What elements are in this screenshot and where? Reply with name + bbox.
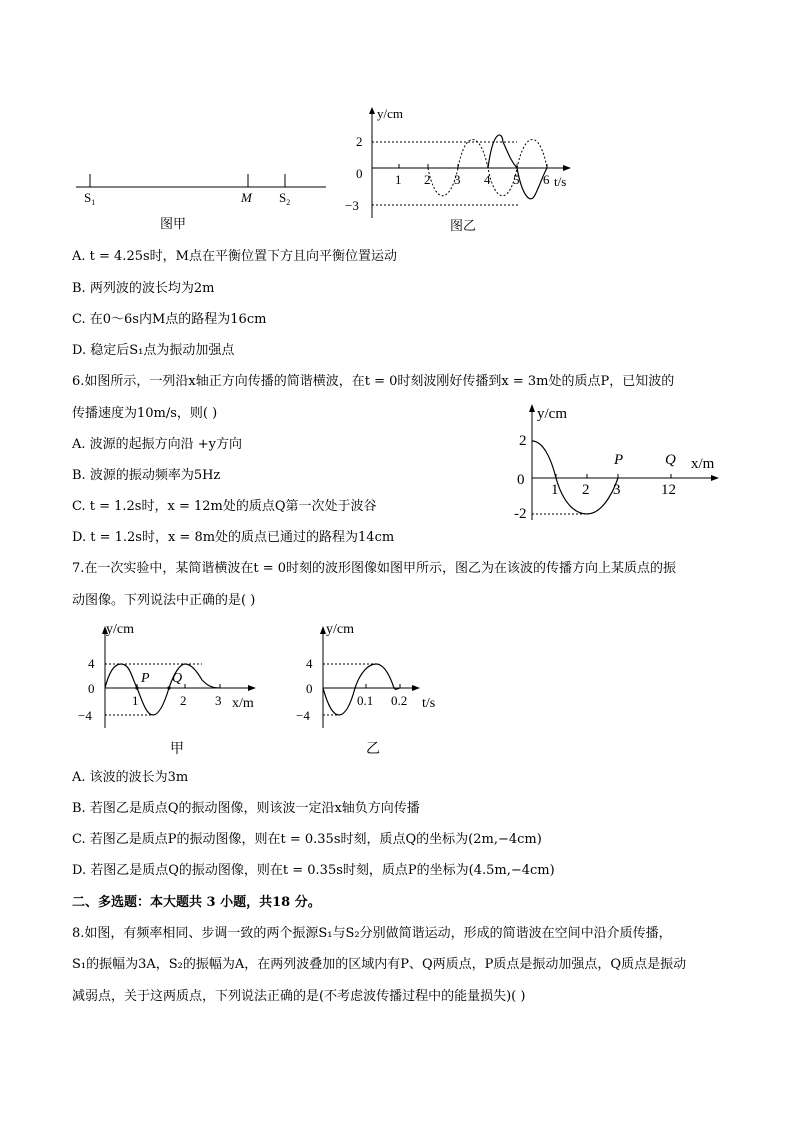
q6-stem-line1: 6.如图所示，一列沿x轴正方向传播的简谐横波，在t = 0时刻波刚好传播到x = 3m处的质点P，已知波的 <box>72 374 675 389</box>
x-axis-label: x/m <box>691 456 715 472</box>
tick-x-0.1: 0.1 <box>357 693 374 708</box>
tick-x-3: 3 <box>215 693 222 708</box>
figure-jia <box>70 160 340 235</box>
tick-y-minus4: −4 <box>296 708 310 723</box>
x-axis-arrow <box>248 685 256 691</box>
tick-y-minus3: −3 <box>345 198 359 213</box>
tick-y-4: 4 <box>306 656 313 671</box>
y-axis-label: y/cm <box>326 622 354 637</box>
tick-x-2: 2 <box>424 172 431 187</box>
q6-option-a: A. 波源的起振方向沿 +y方向 <box>72 437 243 452</box>
tick-y-0: 0 <box>517 472 525 488</box>
point-p-label: P <box>614 452 624 468</box>
wave-curve <box>105 664 220 715</box>
tick-x-2: 2 <box>180 693 187 708</box>
tick-x-1: 1 <box>551 482 559 498</box>
tick-x-6: 6 <box>543 172 550 187</box>
q5-option-a: A. t = 4.25s时，M点在平衡位置下方且向平衡位置运动 <box>72 249 397 264</box>
q5-option-c: C. 在0～6s内M点的路程为16cm <box>72 312 267 327</box>
y-axis-label: y/cm <box>377 106 403 121</box>
q7-option-c: C. 若图乙是质点P的振动图像，则在t = 0.35s时刻，质点Q的坐标为(2m,−4cm) <box>72 832 542 847</box>
m-label: M <box>241 190 252 205</box>
caption-jia: 甲 <box>170 742 184 757</box>
q7-option-a: A. 该波的波长为3m <box>72 770 189 785</box>
q7-graph-jia <box>80 618 280 758</box>
tick-x-3: 3 <box>613 482 621 498</box>
tick-x-3: 3 <box>454 172 461 187</box>
point-p-dot <box>135 686 138 689</box>
caption-yi: 图乙 <box>450 218 477 233</box>
tick-y-2: 2 <box>356 134 363 149</box>
q8-stem-line2: S₁的振幅为3A，S₂的振幅为A，在两列波叠加的区域内有P、Q两质点，P质点是振动加强点，Q质点是振动 <box>72 957 687 972</box>
q6-option-c: C. t = 1.2s时，x = 12m处的质点Q第一次处于波谷 <box>72 499 377 514</box>
tick-x-1: 1 <box>395 172 402 187</box>
y-axis-arrow <box>529 404 535 412</box>
q8-stem-line1: 8.如图，有频率相同、步调一致的两个振源S₁与S₂分别做简谐运动，形成的简谐波在空间中沿介质传播， <box>72 926 672 941</box>
q5-option-b: B. 两列波的波长均为2m <box>72 281 215 296</box>
tick-x-12: 12 <box>661 482 676 498</box>
point-p-label: P <box>141 671 150 686</box>
x-ticks <box>556 474 671 478</box>
q7-option-d: D. 若图乙是质点Q的振动图像，则在t = 0.35s时刻，质点P的坐标为(4.5m,−4cm) <box>72 863 555 878</box>
tick-x-4: 4 <box>484 172 491 187</box>
point-q-dot <box>167 686 170 689</box>
x-axis-arrow <box>563 165 571 171</box>
q6-option-b: B. 波源的振动频率为5Hz <box>72 468 221 483</box>
q6-option-d: D. t = 1.2s时，x = 8m处的质点已通过的路程为14cm <box>72 530 395 545</box>
point-q-label: Q <box>172 671 183 686</box>
tick-x-2: 2 <box>582 482 590 498</box>
x-axis-arrow <box>412 685 420 691</box>
tick-y-minus2: -2 <box>514 506 527 522</box>
y-axis-label: y/cm <box>106 622 134 637</box>
figure-yi <box>335 100 585 235</box>
tick-x-0.2: 0.2 <box>391 693 408 708</box>
tick-x-1: 1 <box>132 693 139 708</box>
caption-yi: 乙 <box>366 742 380 757</box>
x-axis-label: x/m <box>232 696 254 711</box>
x-ticks <box>399 164 547 168</box>
q5-option-d: D. 稳定后S₁点为振动加强点 <box>72 343 235 358</box>
tick-y-0: 0 <box>356 166 363 181</box>
q7-stem-line1: 7.在一次实验中，某简谐横波在t = 0时刻的波形图像如图甲所示，图乙为在该波的传播方向上某质点的振 <box>72 561 677 576</box>
q7-option-b: B. 若图乙是质点Q的振动图像，则该波一定沿x轴负方向传播 <box>72 801 420 816</box>
point-q-label: Q <box>665 452 676 468</box>
tick-y-2: 2 <box>519 433 527 449</box>
section-heading-multiple-choice: 二、多选题：本大题共 3 小题，共18 分。 <box>72 895 321 910</box>
x-axis-label: t/s <box>554 174 567 189</box>
q6-stem-line2: 传播速度为10m/s，则( ) <box>72 406 218 421</box>
q6-wave-graph <box>505 398 730 526</box>
y-axis-arrow <box>369 107 375 114</box>
caption-jia: 图甲 <box>160 216 187 231</box>
x-ticks <box>366 684 400 688</box>
tick-y-0: 0 <box>306 681 313 696</box>
s2-label: $S_2$ <box>279 190 291 207</box>
q7-stem-line2: 动图像。下列说法中正确的是( ) <box>72 593 256 608</box>
tick-y-0: 0 <box>88 681 95 696</box>
tick-x-5: 5 <box>513 172 520 187</box>
tick-y-minus4: −4 <box>78 708 92 723</box>
y-axis-label: y/cm <box>537 406 567 422</box>
tick-y-4: 4 <box>88 656 95 671</box>
s1-label: $S_1$ <box>84 190 96 207</box>
q8-stem-line3: 减弱点，关于这两质点，下列说法正确的是(不考虑波传播过程中的能量损失)( ) <box>72 989 526 1004</box>
x-axis-arrow <box>711 475 719 481</box>
q7-graph-yi <box>298 618 458 758</box>
x-axis-label: t/s <box>422 696 436 711</box>
